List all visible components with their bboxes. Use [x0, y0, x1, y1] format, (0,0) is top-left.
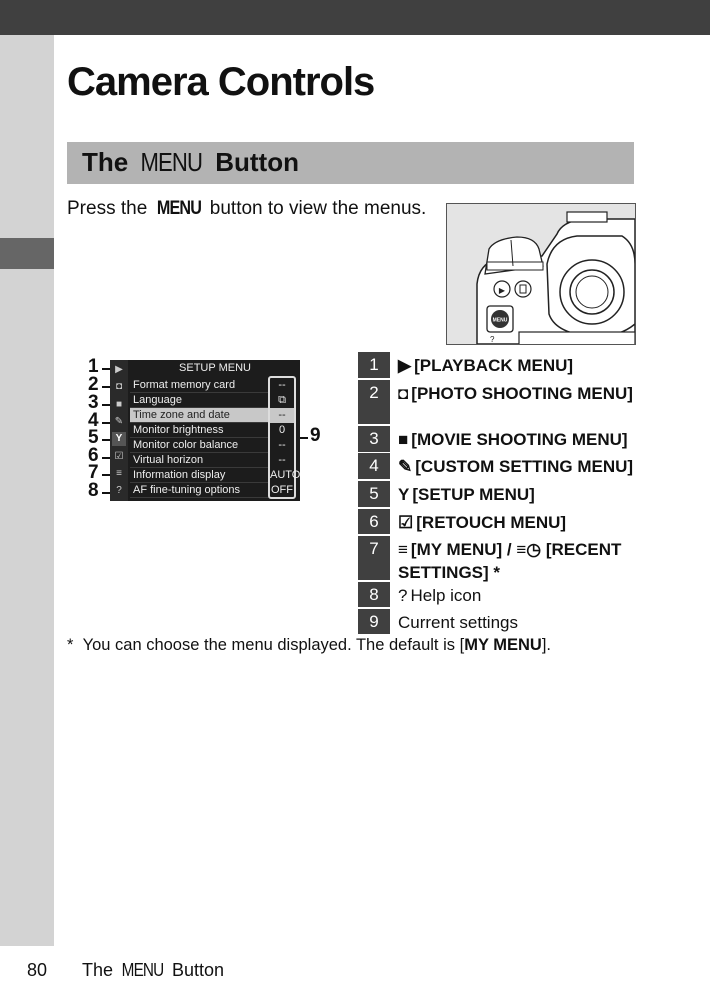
my-menu-icon: ≡ [398, 540, 408, 559]
setting-value: -- [278, 439, 286, 451]
legend-text: [MY MENU] / ≡◷ [RECENT SETTINGS] * [398, 540, 622, 582]
menu-row-virtual-horizon: Virtual horizon [130, 453, 269, 468]
chapter-tab-marker [0, 238, 54, 269]
legend-text: Current settings [398, 613, 518, 632]
running-head-suffix: Button [167, 960, 225, 980]
page-title: Camera Controls [67, 60, 375, 104]
camera-icon: ◘ [398, 384, 409, 403]
svg-text:?: ? [490, 335, 495, 344]
legend-number: 7 [358, 536, 390, 580]
callout-2: 2 [88, 374, 99, 395]
callout-8: 8 [88, 480, 99, 501]
callout-5: 5 [88, 427, 99, 448]
menu-row-monitor-brightness: Monitor brightness [130, 423, 269, 438]
my-menu-icon: ≡ [116, 468, 122, 479]
section-title-suffix: Button [208, 147, 299, 177]
menu-row-af-fine-tuning: AF fine-tuning options [130, 483, 269, 498]
legend-text: Help icon [410, 586, 482, 605]
running-head [82, 960, 224, 981]
legend-text: [PLAYBACK MENU] [414, 356, 574, 375]
wrench-icon: Y [398, 485, 410, 504]
menu-button-glyph: MENU [140, 147, 203, 177]
retouch-icon: ☑ [398, 513, 414, 532]
setting-value: OFF [271, 484, 293, 496]
section-header [67, 142, 634, 184]
movie-camera-icon: ■ [398, 430, 409, 449]
callout-4: 4 [88, 410, 99, 431]
callout-1: 1 [88, 356, 99, 377]
setting-value: AUTO [270, 469, 301, 481]
legend-number: 4 [358, 453, 390, 479]
legend-text: [RETOUCH MENU] [416, 513, 567, 532]
setting-value: -- [278, 454, 286, 466]
menu-button-glyph: MENU [156, 198, 201, 219]
menu-row-language: Language [130, 393, 269, 408]
chapter-sidebar [0, 35, 54, 946]
legend-text: [SETUP MENU] [412, 485, 535, 504]
setting-value: -- [270, 408, 294, 423]
menu-row-information-display: Information display [130, 468, 269, 483]
svg-text:▶: ▶ [498, 286, 506, 295]
intro-text [67, 198, 426, 220]
legend-number: 2 [358, 380, 390, 424]
callout-6: 6 [88, 445, 99, 466]
legend-number: 9 [358, 609, 390, 634]
svg-text:MENU: MENU [492, 317, 508, 324]
camera-back-illustration [446, 203, 636, 345]
pencil-icon: ✎ [114, 416, 124, 427]
legend-number: 5 [358, 481, 390, 507]
legend-text: [CUSTOM SETTING MENU] [415, 457, 634, 476]
legend-text: [MOVIE SHOOTING MENU] [411, 430, 628, 449]
language-icon: ⧉ [278, 394, 286, 406]
legend-number: 6 [358, 509, 390, 534]
setup-menu-screen [110, 360, 300, 501]
menu-row-monitor-color-balance: Monitor color balance [130, 438, 269, 453]
callout-9: 9 [310, 425, 321, 446]
page-number: 80 [27, 960, 48, 980]
menu-row-time-zone-and-date: Time zone and date [130, 408, 269, 423]
callout-7: 7 [88, 462, 99, 483]
running-head-prefix: The [82, 960, 119, 980]
footnote-bold: MY MENU [464, 636, 542, 654]
camera-icon: ◘ [115, 381, 123, 392]
playback-icon: ▶ [115, 364, 123, 375]
movie-camera-icon: ■ [115, 399, 123, 410]
intro-suffix: button to view the menus. [204, 198, 427, 219]
legend-number: 3 [358, 426, 390, 452]
setting-value: 0 [278, 424, 286, 436]
playback-icon: ▶ [398, 356, 412, 375]
current-settings-column [268, 376, 301, 499]
camera-drawing [447, 204, 635, 344]
help-icon: ? [398, 586, 408, 605]
section-title-prefix: The [82, 147, 136, 177]
menu-tab-rail [110, 360, 128, 501]
footnote-text: You can choose the menu displayed. The default is [ [82, 636, 465, 654]
retouch-icon: ☑ [114, 451, 124, 462]
help-icon: ? [116, 485, 122, 496]
menu-button-glyph: MENU [121, 960, 164, 980]
menu-screen-title: SETUP MENU [179, 362, 251, 374]
legend-number: 1 [358, 352, 390, 378]
top-bar [0, 0, 710, 35]
wrench-icon: Y [112, 432, 126, 446]
legend-number: 8 [358, 582, 390, 607]
callout-3: 3 [88, 392, 99, 413]
footnote-suffix: ]. [541, 636, 551, 654]
menu-row-format-memory-card: Format memory card [130, 378, 269, 393]
intro-prefix: Press the [67, 198, 153, 219]
pencil-icon: ✎ [398, 457, 413, 476]
setting-value: -- [278, 379, 286, 391]
section-title [82, 147, 299, 178]
footnote [67, 636, 551, 655]
footnote-marker: * [67, 636, 74, 654]
legend-text: [PHOTO SHOOTING MENU] [411, 384, 633, 403]
